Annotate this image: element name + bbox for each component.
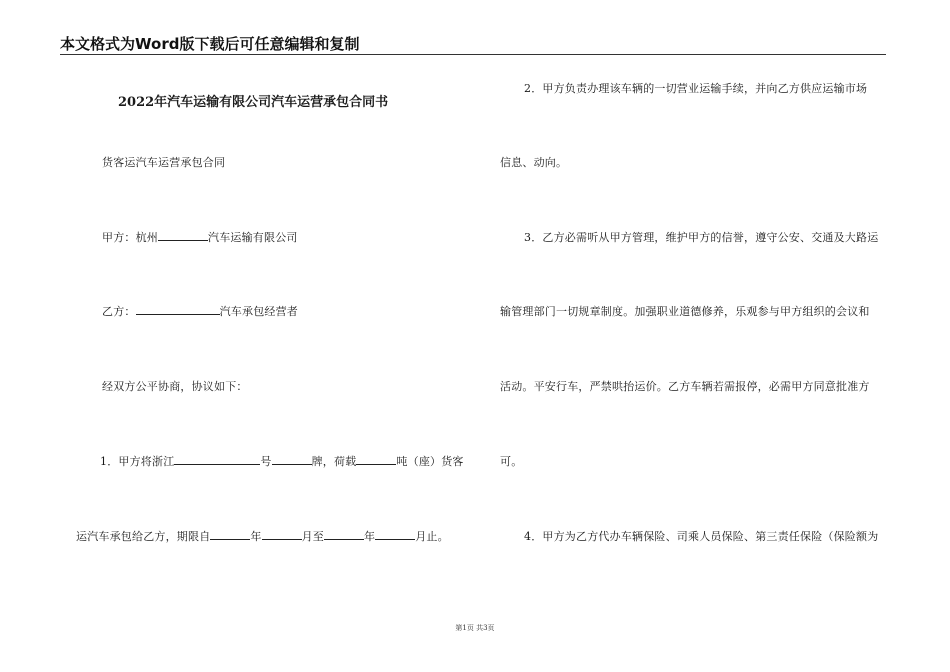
clause-3-line-1: 3．乙方必需听从甲方管理，维护甲方的信誉，遵守公安、交通及大路运: [524, 231, 879, 244]
agreement-intro: 经双方公平协商，协议如下：: [102, 380, 248, 393]
page-number: 第1页 共3页: [455, 624, 495, 632]
header-divider: [60, 54, 886, 55]
clause-2-line-2: 信息、动向。: [500, 156, 568, 169]
blank-field: [272, 454, 312, 465]
party-a-line: [102, 229, 298, 245]
blank-field: [158, 230, 208, 241]
clause-1-text: 月至: [301, 530, 325, 543]
clause-1-text: 月止。: [415, 530, 449, 543]
clause-1-text: 吨（座）货客: [396, 455, 464, 468]
clause-1-line-1: [100, 453, 464, 469]
clause-1-text: 号: [260, 455, 272, 468]
blank-field: [262, 529, 302, 540]
party-b-line: [102, 303, 298, 319]
blank-field: [174, 454, 260, 465]
blank-field: [356, 454, 396, 465]
blank-field: [136, 304, 220, 315]
blank-field: [324, 529, 364, 540]
party-b-suffix: 汽车承包经营者: [219, 305, 299, 318]
clause-3-line-4: 可。: [500, 455, 523, 468]
clause-3-line-2: 输管理部门一切规章制度。加强职业道德修养，乐观参与甲方组织的会议和: [500, 305, 870, 318]
blank-field: [210, 529, 250, 540]
contract-subtitle: 货客运汽车运营承包合同: [102, 156, 226, 169]
party-a-prefix: 甲方：杭州: [102, 231, 158, 244]
clause-1-text: 运汽车承包给乙方，期限自: [76, 530, 211, 543]
clause-1-text: 年: [364, 530, 376, 543]
clause-4-line-1: 4．甲方为乙方代办车辆保险、司乘人员保险、第三责任保险（保险额为: [524, 530, 879, 543]
clause-2-line-1: 2．甲方负责办理该车辆的一切营业运输手续，并向乙方供应运输市场: [524, 82, 868, 95]
document-title: 2022年汽车运输有限公司汽车运营承包合同书: [118, 95, 389, 110]
party-b-prefix: 乙方：: [102, 305, 136, 318]
header-title: 本文格式为Word版下载后可任意编辑和复制: [60, 35, 360, 53]
party-a-suffix: 汽车运输有限公司: [208, 231, 298, 244]
clause-1-text: 1．甲方将浙江: [100, 455, 175, 468]
clause-1-text: 年: [250, 530, 262, 543]
clause-3-line-3: 活动。平安行车，严禁哄抬运价。乙方车辆若需报停，必需甲方同意批准方: [500, 380, 870, 393]
clause-1-line-2: [76, 528, 449, 544]
clause-1-text: 牌，荷载: [311, 455, 357, 468]
blank-field: [375, 529, 415, 540]
